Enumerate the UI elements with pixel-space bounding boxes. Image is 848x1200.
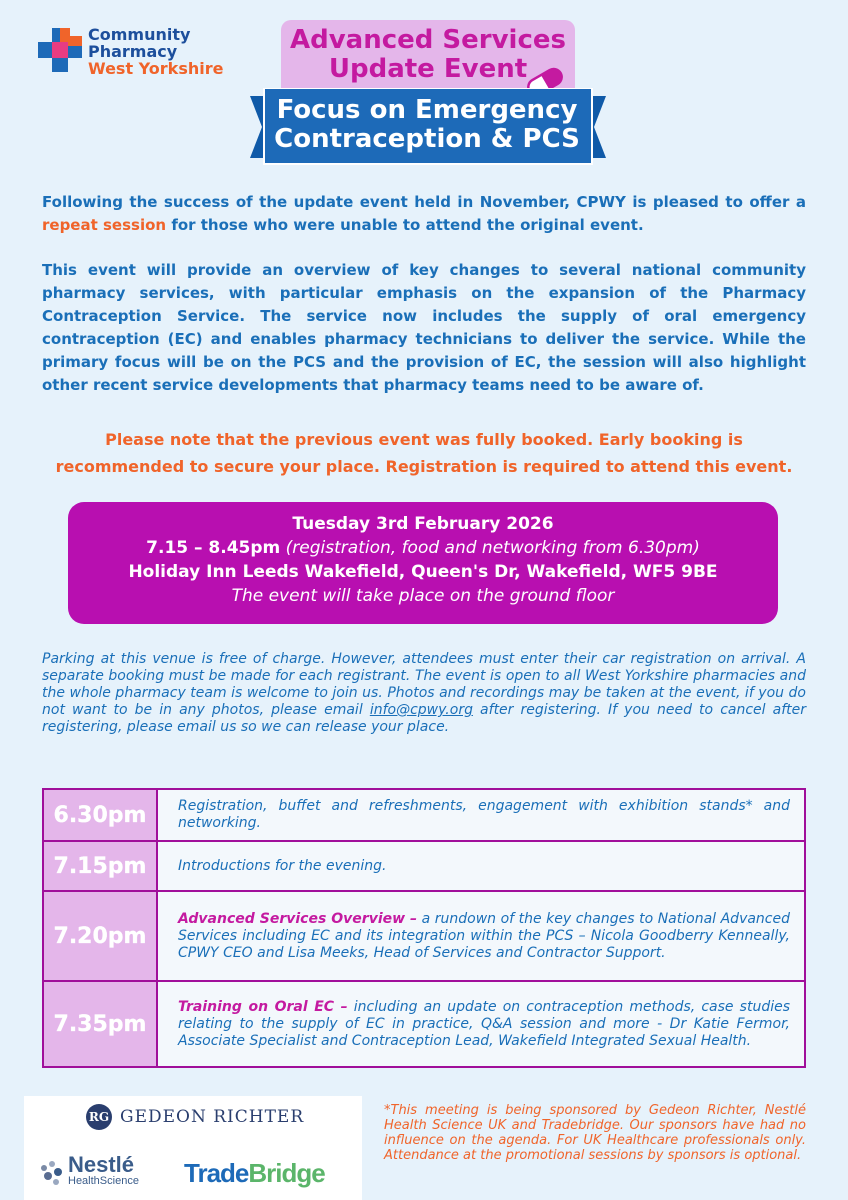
gedeon-richter-name: GEDEON RICHTER bbox=[120, 1107, 305, 1127]
agenda-row bbox=[43, 981, 805, 1067]
logo-line-2: Pharmacy bbox=[88, 42, 178, 61]
event-floor-note: The event will take place on the ground floor bbox=[231, 586, 615, 606]
event-venue: Holiday Inn Leeds Wakefield, Queen's Dr, Wakefield, WF5 9BE bbox=[128, 562, 718, 582]
agenda-time: 7.20pm bbox=[43, 891, 157, 981]
tradebridge-logo bbox=[184, 1158, 325, 1189]
cpwy-logo bbox=[38, 24, 228, 84]
booking-note: Please note that the previous event was fully booked. Early booking is recommended to secure your place. Registration is required to attend this event. bbox=[55, 430, 793, 476]
nestle-logo bbox=[38, 1152, 139, 1187]
agenda-row bbox=[43, 891, 805, 981]
agenda-description bbox=[157, 789, 805, 841]
agenda-highlight: Training on Oral EC – bbox=[178, 998, 348, 1015]
title-line-1: Advanced Services bbox=[289, 25, 566, 55]
logo-line-1: Community bbox=[88, 25, 191, 44]
event-details-box bbox=[68, 502, 778, 624]
parking-info bbox=[42, 651, 806, 736]
repeat-session-highlight: repeat session bbox=[42, 216, 167, 234]
gedeon-richter-logo bbox=[86, 1104, 304, 1130]
ribbon-line-1: Focus on Emergency bbox=[276, 95, 578, 125]
title-line-2: Update Event bbox=[328, 54, 528, 84]
agenda-text: Introductions for the evening. bbox=[178, 857, 387, 874]
gedeon-richter-mark-icon: RG bbox=[86, 1104, 112, 1130]
agenda-description bbox=[157, 891, 805, 981]
nestle-name: Nestlé bbox=[68, 1152, 135, 1177]
intro-p1-b: for those who were unable to attend the original event. bbox=[166, 216, 644, 234]
agenda-description bbox=[157, 981, 805, 1067]
agenda-row bbox=[43, 841, 805, 891]
sponsor-logos bbox=[24, 1096, 362, 1200]
agenda-time: 7.15pm bbox=[43, 841, 157, 891]
email-link[interactable]: info@cpwy.org bbox=[369, 702, 473, 718]
sponsor-disclaimer: *This meeting is being sponsored by Gedeon Richter, Nestlé Health Science UK and Tradebridge. Our sponsors have had no influence on the agenda. For UK Healthcare professionals only. Attendance at the promotional sessions by sponsors is optional. bbox=[384, 1103, 806, 1163]
event-date: Tuesday 3rd February 2026 bbox=[292, 514, 554, 534]
parking-text-a: Parking at this venue is free of charge. However, attendees must enter their car registration on arrival. A separate booking must be made for each registrant. The event is open to all West Yorkshire pharmacies and the whole pharmacy team is welcome to join us. Photos and recordings may be taken at the event, if you do not want to be in any photos, please email bbox=[42, 651, 806, 718]
tradebridge-part-a: Trade bbox=[184, 1158, 249, 1188]
event-time-note: (registration, food and networking from 6.30pm) bbox=[285, 538, 700, 558]
logo-text bbox=[88, 26, 223, 77]
nestle-dots-icon bbox=[38, 1158, 68, 1188]
ribbon-line-2: Contraception & PCS bbox=[274, 124, 580, 154]
tradebridge-part-b: Bridge bbox=[248, 1158, 325, 1188]
intro-paragraph-1 bbox=[42, 191, 806, 237]
agenda-text: including an update on contraception methods, case studies relating to the supply of EC in practice, Q&A session and more - Dr Katie Fermor, Associate Specialist and Contraception Lead, Wakefield Integrated Sexual Health. bbox=[178, 998, 791, 1049]
agenda-time: 6.30pm bbox=[43, 789, 157, 841]
agenda-text: a rundown of the key changes to National Advanced Services including EC and its integration within the PCS – Nicola Goodberry Kenneally, CPWY CEO and Lisa Meeks, Head of Services and Contractor Support. bbox=[178, 910, 790, 961]
parking-text-b: after registering. If you need to cancel after registering, please email us so we can release your place. bbox=[42, 702, 806, 735]
agenda-time: 7.35pm bbox=[43, 981, 157, 1067]
agenda-description bbox=[157, 841, 805, 891]
intro-paragraph-2: This event will provide an overview of key changes to several national community pharmacy services, with particular emphasis on the expansion of the Pharmacy Contraception Service. The service now includes the supply of oral emergency contraception (EC) and enables pharmacy technicians to deliver the service. While the primary focus will be on the PCS and the provision of EC, the session will also highlight other recent service developments that pharmacy teams need to be aware of. bbox=[42, 261, 806, 394]
agenda-table bbox=[42, 788, 806, 1068]
agenda-highlight: Advanced Services Overview – bbox=[178, 910, 418, 927]
agenda-text: Registration, buffet and refreshments, engagement with exhibition stands* and networking. bbox=[178, 798, 790, 831]
cross-logo-icon bbox=[38, 28, 82, 72]
event-time: 7.15 – 8.45pm bbox=[146, 538, 281, 558]
logo-line-3: West Yorkshire bbox=[88, 59, 224, 78]
nestle-subtitle: HealthScience bbox=[68, 1175, 139, 1187]
agenda-row bbox=[43, 789, 805, 841]
ribbon-text bbox=[262, 96, 592, 154]
intro-p1-a: Following the success of the update event held in November, CPWY is pleased to offer a bbox=[42, 193, 806, 211]
